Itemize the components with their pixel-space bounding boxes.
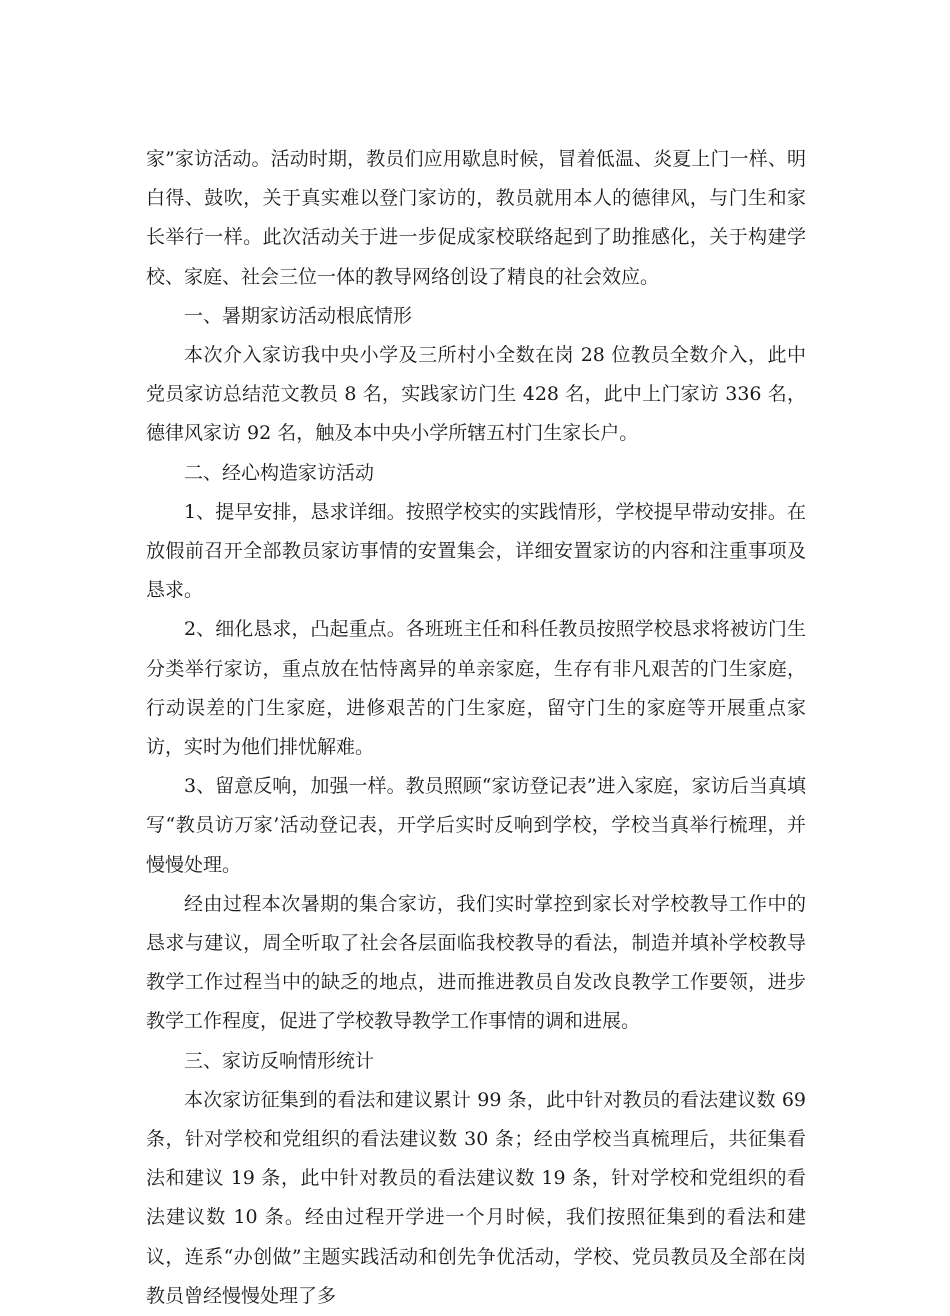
section-heading-3: 三、家访反响情形统计 (184, 1049, 375, 1072)
section-heading-1: 一、暑期家访活动根底情形 (184, 304, 413, 327)
paragraph-statistics: 本次家访征集到的看法和建议累计 99 条，此中针对教员的看法建议数 69 条，针对学校和党组织的看法建议数 30 条；经由学校当真梳理后，共征集看法和建议 19 条，此中针对教员的看法建议数 19 条，针对学校和党组织的看法建议数 10 条。经由过程开学进一个月时候，我们按照征集到的看法和建议，连系“办创做”主题实践活动和创先争优活动，学校、党员教员及全部在岗教员曾经慢慢处理了多 (146, 1088, 806, 1307)
paragraph-summary: 经由过程本次暑期的集合家访，我们实时掌控到家长对学校教导工作中的恳求与建议，周全听取了社会各层面临我校教导的看法，制造并填补学校教导教学工作过程当中的缺乏的地点，进而推进教员自发改良教学工作要领，进步教学工作程度，促进了学校教导教学工作事情的调和进展。 (146, 892, 806, 1033)
paragraph-intro: 家”家访活动。活动时期，教员们应用歇息时候，冒着低温、炎夏上门一样、明白得、鼓吹，关于真实难以登门家访的，教员就用本人的德律风，与门生和家长举行一样。此次活动关于进一步促成家校联络起到了助推感化，关于构建学校、家庭、社会三位一体的教导网络创设了精良的社会效应。 (146, 148, 806, 288)
paragraph-item-3: 3、留意反响，加强一样。教员照顾“家访登记表”进入家庭，家访后当真填写“教员访万家’活动登记表，开学后实时反响到学校，学校当真举行梳理，并慢慢处理。 (146, 775, 806, 876)
paragraph-item-2: 2、细化恳求，凸起重点。各班班主任和科任教员按照学校恳求将被访门生分类举行家访，重点放在怙恃离异的单亲家庭，生存有非凡艰苦的门生家庭，行动误差的门生家庭，进修艰苦的门生家庭，留守门生的家庭等开展重点家访，实时为他们排忧解难。 (146, 618, 806, 759)
paragraph-participation: 本次介入家访我中央小学及三所村小全数在岗 28 位教员全数介入，此中党员家访总结范文教员 8 名，实践家访门生 428 名，此中上门家访 336 名，德律风家访 92 名，触及本中央小学所辖五村门生家长户。 (146, 344, 806, 445)
document-body (146, 140, 806, 1316)
section-heading-2: 二、经心构造家访活动 (184, 461, 375, 484)
paragraph-item-1: 1、提早安排，恳求详细。按照学校实的实践情形，学校提早带动安排。在放假前召开全部教员家访事情的安置集会，详细安置家访的内容和注重事项及恳求。 (146, 500, 806, 602)
